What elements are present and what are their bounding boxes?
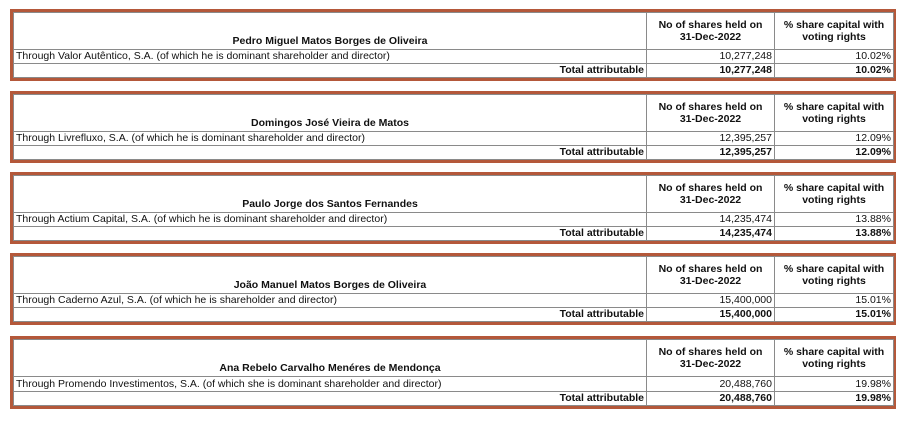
total-label: Total attributable <box>14 145 647 159</box>
total-row <box>14 307 894 321</box>
total-row <box>14 391 894 405</box>
holding-entity: Through Actium Capital, S.A. (of which he is dominant shareholder and director) <box>14 212 647 226</box>
total-row <box>14 63 894 77</box>
holding-entity: Through Promendo Investimentos, S.A. (of which she is dominant shareholder and director) <box>14 377 647 391</box>
shareholder-block-2 <box>10 91 896 163</box>
shares-column-header: No of shares held on 31-Dec-2022 <box>647 176 775 213</box>
total-percent-value: 12.09% <box>775 145 894 159</box>
shareholder-block-3 <box>10 172 896 244</box>
total-shares-value: 10,277,248 <box>647 63 775 77</box>
percent-column-header: % share capital with voting rights <box>775 13 894 50</box>
percent-value: 19.98% <box>775 377 894 391</box>
shareholder-name: Ana Rebelo Carvalho Menéres de Mendonça <box>14 340 647 377</box>
shares-value: 15,400,000 <box>647 293 775 307</box>
total-percent-value: 10.02% <box>775 63 894 77</box>
total-row <box>14 145 894 159</box>
shareholder-name: João Manuel Matos Borges de Oliveira <box>14 257 647 294</box>
shareholder-name: Domingos José Vieira de Matos <box>14 95 647 132</box>
total-percent-value: 19.98% <box>775 391 894 405</box>
holding-entity: Through Livrefluxo, S.A. (of which he is dominant shareholder and director) <box>14 131 647 145</box>
shareholder-table-2 <box>13 94 894 160</box>
shareholder-name: Paulo Jorge dos Santos Fernandes <box>14 176 647 213</box>
shareholder-table-5 <box>13 339 894 406</box>
shares-column-header: No of shares held on 31-Dec-2022 <box>647 13 775 50</box>
shareholder-table-4 <box>13 256 894 322</box>
holding-entity: Through Valor Autêntico, S.A. (of which he is dominant shareholder and director) <box>14 49 647 63</box>
shareholder-table-3 <box>13 175 894 241</box>
total-percent-value: 13.88% <box>775 226 894 240</box>
shares-column-header: No of shares held on 31-Dec-2022 <box>647 95 775 132</box>
shareholder-block-1 <box>10 9 896 81</box>
shares-column-header: No of shares held on 31-Dec-2022 <box>647 340 775 377</box>
table-row <box>14 377 894 391</box>
percent-column-header: % share capital with voting rights <box>775 176 894 213</box>
total-row <box>14 226 894 240</box>
shares-value: 20,488,760 <box>647 377 775 391</box>
shareholder-name: Pedro Miguel Matos Borges de Oliveira <box>14 13 647 50</box>
total-shares-value: 20,488,760 <box>647 391 775 405</box>
shareholder-block-4 <box>10 253 896 325</box>
table-row <box>14 49 894 63</box>
total-label: Total attributable <box>14 63 647 77</box>
total-percent-value: 15.01% <box>775 307 894 321</box>
total-label: Total attributable <box>14 226 647 240</box>
percent-value: 15.01% <box>775 293 894 307</box>
percent-value: 13.88% <box>775 212 894 226</box>
table-row <box>14 212 894 226</box>
percent-column-header: % share capital with voting rights <box>775 257 894 294</box>
shareholder-table-1 <box>13 12 894 78</box>
shares-value: 10,277,248 <box>647 49 775 63</box>
total-label: Total attributable <box>14 307 647 321</box>
shares-column-header: No of shares held on 31-Dec-2022 <box>647 257 775 294</box>
percent-value: 10.02% <box>775 49 894 63</box>
total-shares-value: 15,400,000 <box>647 307 775 321</box>
percent-value: 12.09% <box>775 131 894 145</box>
shares-value: 12,395,257 <box>647 131 775 145</box>
table-row <box>14 131 894 145</box>
total-shares-value: 12,395,257 <box>647 145 775 159</box>
shareholder-block-5 <box>10 336 896 409</box>
total-label: Total attributable <box>14 391 647 405</box>
total-shares-value: 14,235,474 <box>647 226 775 240</box>
percent-column-header: % share capital with voting rights <box>775 95 894 132</box>
holding-entity: Through Caderno Azul, S.A. (of which he is shareholder and director) <box>14 293 647 307</box>
table-row <box>14 293 894 307</box>
percent-column-header: % share capital with voting rights <box>775 340 894 377</box>
shares-value: 14,235,474 <box>647 212 775 226</box>
